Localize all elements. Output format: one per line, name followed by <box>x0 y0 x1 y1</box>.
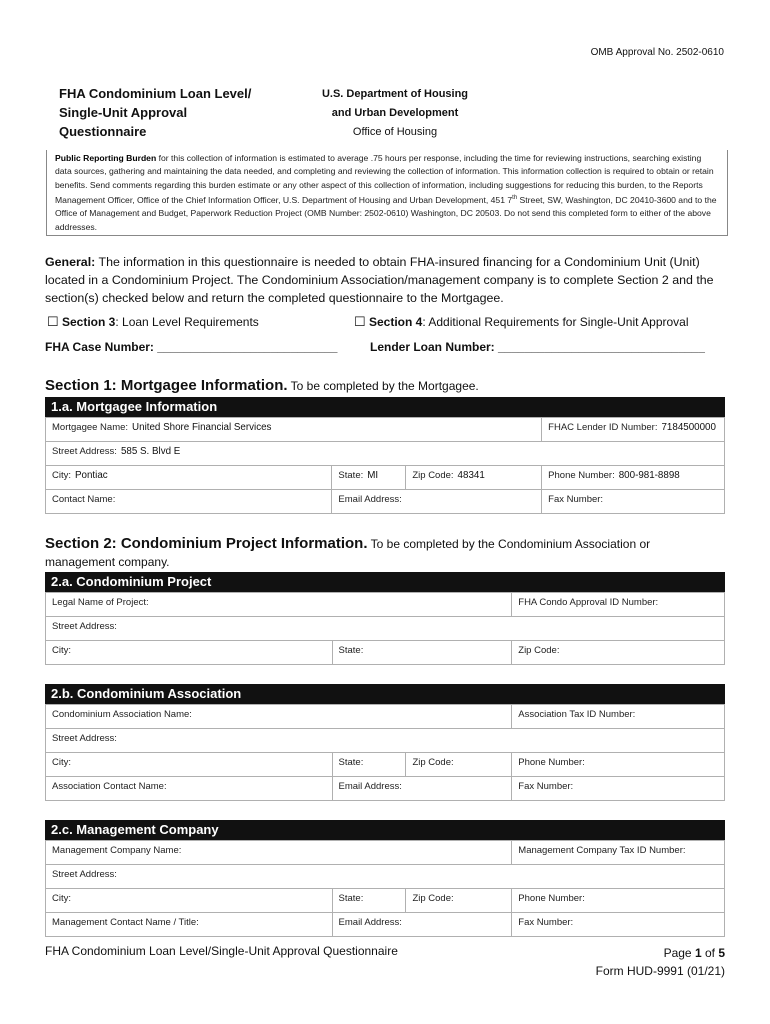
condominium-project-bar: 2.a. Condominium Project <box>45 572 725 593</box>
general-instructions <box>45 253 735 307</box>
table-row <box>46 913 725 937</box>
mortgagee-street-value: 585 S. Blvd E <box>120 446 181 457</box>
table-row <box>46 777 725 801</box>
mortgagee-information-table <box>45 417 725 514</box>
mortgagee-state-value: MI <box>367 470 379 481</box>
management-contact-field[interactable]: Management Contact Name / Title: <box>46 913 333 937</box>
burden-label: Public Reporting Burden <box>55 153 157 163</box>
management-tax-id-field[interactable]: Management Company Tax ID Number: <box>512 841 725 865</box>
condominium-association-table <box>45 704 725 801</box>
section4-checkbox-row[interactable] <box>354 314 689 330</box>
mortgagee-street-field[interactable]: Street Address: 585 S. Blvd E <box>46 442 725 466</box>
section1-title <box>45 377 735 394</box>
page-number: Page 1 of 5 <box>663 946 725 960</box>
mortgagee-zip-field[interactable]: Zip Code: 48341 <box>406 466 542 490</box>
association-state-field[interactable]: State: <box>332 753 406 777</box>
mortgagee-city-field[interactable]: City: Pontiac <box>46 466 332 490</box>
table-row <box>46 617 725 641</box>
association-phone-field[interactable]: Phone Number: <box>512 753 725 777</box>
project-city-field[interactable]: City: <box>46 641 333 665</box>
table-row <box>46 466 725 490</box>
association-tax-id-field[interactable]: Association Tax ID Number: <box>512 705 725 729</box>
management-fax-field[interactable]: Fax Number: <box>512 913 725 937</box>
section4-checkbox[interactable]: ☐ <box>354 314 366 329</box>
form-title-line: Single-Unit Approval <box>59 105 188 120</box>
form-number: Form HUD-9991 (01/21) <box>595 964 725 978</box>
lender-loan-number-field[interactable]: Lender Loan Number: _______________________________ <box>370 340 705 354</box>
section2-subtitle: To be completed by the Condominium Association or <box>367 537 651 551</box>
agency-office: Office of Housing <box>352 126 438 138</box>
management-email-field[interactable]: Email Address: <box>332 913 512 937</box>
section2-heading: Section 2: Condominium Project Information. <box>45 535 368 552</box>
management-zip-field[interactable]: Zip Code: <box>406 889 512 913</box>
association-name-field[interactable]: Condominium Association Name: <box>46 705 512 729</box>
association-street-field[interactable]: Street Address: <box>46 729 725 753</box>
section3-checkbox[interactable]: ☐ <box>47 314 59 329</box>
section1-subtitle: To be completed by the Mortgagee. <box>287 379 479 393</box>
mortgagee-phone-field[interactable]: Phone Number: 800-981-8898 <box>542 466 725 490</box>
agency-line: and Urban Development <box>331 107 459 119</box>
management-phone-field[interactable]: Phone Number: <box>512 889 725 913</box>
table-row <box>46 418 725 442</box>
association-contact-field[interactable]: Association Contact Name: <box>46 777 333 801</box>
section3-checkbox-row[interactable] <box>47 314 259 330</box>
fha-case-number-field[interactable]: FHA Case Number: ___________________________ <box>45 340 338 354</box>
mortgagee-information-bar: 1.a. Mortgagee Information <box>45 397 725 418</box>
mortgagee-name-value: United Shore Financial Services <box>132 422 272 433</box>
project-legal-name-field[interactable]: Legal Name of Project: <box>46 593 512 617</box>
mortgagee-city-value: Pontiac <box>75 470 108 481</box>
section-checkboxes <box>45 314 735 332</box>
table-row <box>46 753 725 777</box>
management-company-name-field[interactable]: Management Company Name: <box>46 841 512 865</box>
association-email-field[interactable]: Email Address: <box>332 777 512 801</box>
project-street-field[interactable]: Street Address: <box>46 617 725 641</box>
footer-form-title: FHA Condominium Loan Level/Single-Unit Approval Questionnaire <box>45 944 398 958</box>
section2-subtitle-cont: management company. <box>45 555 170 569</box>
section1-heading: Section 1: Mortgagee Information. <box>45 377 288 394</box>
table-row <box>46 729 725 753</box>
table-row <box>46 593 725 617</box>
project-state-field[interactable]: State: <box>332 641 512 665</box>
table-row <box>46 841 725 865</box>
fhac-lender-id-field[interactable]: FHAC Lender ID Number: 7184500000 <box>542 418 725 442</box>
agency-block <box>300 85 490 142</box>
general-label: General: <box>45 255 96 269</box>
association-city-field[interactable]: City: <box>46 753 333 777</box>
mortgagee-email-field[interactable]: Email Address: <box>332 490 542 514</box>
form-title-line: Questionnaire <box>59 124 147 139</box>
section3-label: Section 3 <box>62 315 116 329</box>
section4-label: Section 4 <box>369 315 423 329</box>
mortgagee-phone-value: 800-981-8898 <box>618 470 680 481</box>
public-reporting-burden <box>46 150 728 236</box>
footer-page-info <box>596 944 725 980</box>
management-street-field[interactable]: Street Address: <box>46 865 725 889</box>
form-title <box>59 84 289 141</box>
form-title-line: FHA Condominium Loan Level/ <box>59 86 252 101</box>
mortgagee-zip-value: 48341 <box>457 470 485 481</box>
table-row <box>46 705 725 729</box>
table-row <box>46 889 725 913</box>
general-text: The information in this questionnaire is needed to obtain FHA-insured financing for a Condominium Unit (Unit) located in a Condominium Project. The Condominium Association/management company is to complete Section 2 and the section(s) checked below and return the completed questionnaire to the Mortgagee. <box>45 255 714 305</box>
mortgagee-fax-field[interactable]: Fax Number: <box>542 490 725 514</box>
table-row <box>46 641 725 665</box>
burden-text: for this collection of information is estimated to average .75 hours per response, including the time for reviewing instructions, searching existing data sources, gathering and maintaining the data needed, and completing and reviewing the collection of information. This information collection is required to obtain or retain benefits. Send comments regarding this burden estimate or any other aspect of this collection of information, including suggestions for reducing this burden, to the Reports Management Officer, Office of the Chief Information Officer, U.S. Department of Housing and Urban Development, 451 7 <box>55 153 714 206</box>
management-company-bar: 2.c. Management Company <box>45 820 725 841</box>
mortgagee-contact-field[interactable]: Contact Name: <box>46 490 332 514</box>
burden-sup: th <box>512 195 518 202</box>
condominium-association-bar: 2.b. Condominium Association <box>45 684 725 705</box>
table-row <box>46 490 725 514</box>
section3-text: : Loan Level Requirements <box>115 315 259 329</box>
condominium-project-table <box>45 592 725 665</box>
management-company-table <box>45 840 725 937</box>
section2-title <box>45 535 735 571</box>
table-row <box>46 865 725 889</box>
omb-approval-number: OMB Approval No. 2502-0610 <box>590 47 724 58</box>
section4-text: : Additional Requirements for Single-Unit Approval <box>422 315 689 329</box>
mortgagee-state-field[interactable]: State: MI <box>332 466 406 490</box>
management-city-field[interactable]: City: <box>46 889 333 913</box>
burden-text-cont: Street, SW, Washington, DC 20410-3600 and to the Office of Management and Budget, Paperwork Reduction Project (OMB Number: 2502-0610) Washington, DC 20503. Do not send this completed form to either of the above addresses. <box>55 195 717 232</box>
mortgagee-name-field[interactable]: Mortgagee Name: United Shore Financial Services <box>46 418 542 442</box>
project-zip-field[interactable]: Zip Code: <box>512 641 725 665</box>
management-state-field[interactable]: State: <box>332 889 406 913</box>
association-zip-field[interactable]: Zip Code: <box>406 753 512 777</box>
agency-line: U.S. Department of Housing <box>321 88 469 100</box>
association-fax-field[interactable]: Fax Number: <box>512 777 725 801</box>
table-row <box>46 442 725 466</box>
fhac-lender-id-value: 7184500000 <box>661 422 716 433</box>
condo-approval-id-field[interactable]: FHA Condo Approval ID Number: <box>512 593 725 617</box>
